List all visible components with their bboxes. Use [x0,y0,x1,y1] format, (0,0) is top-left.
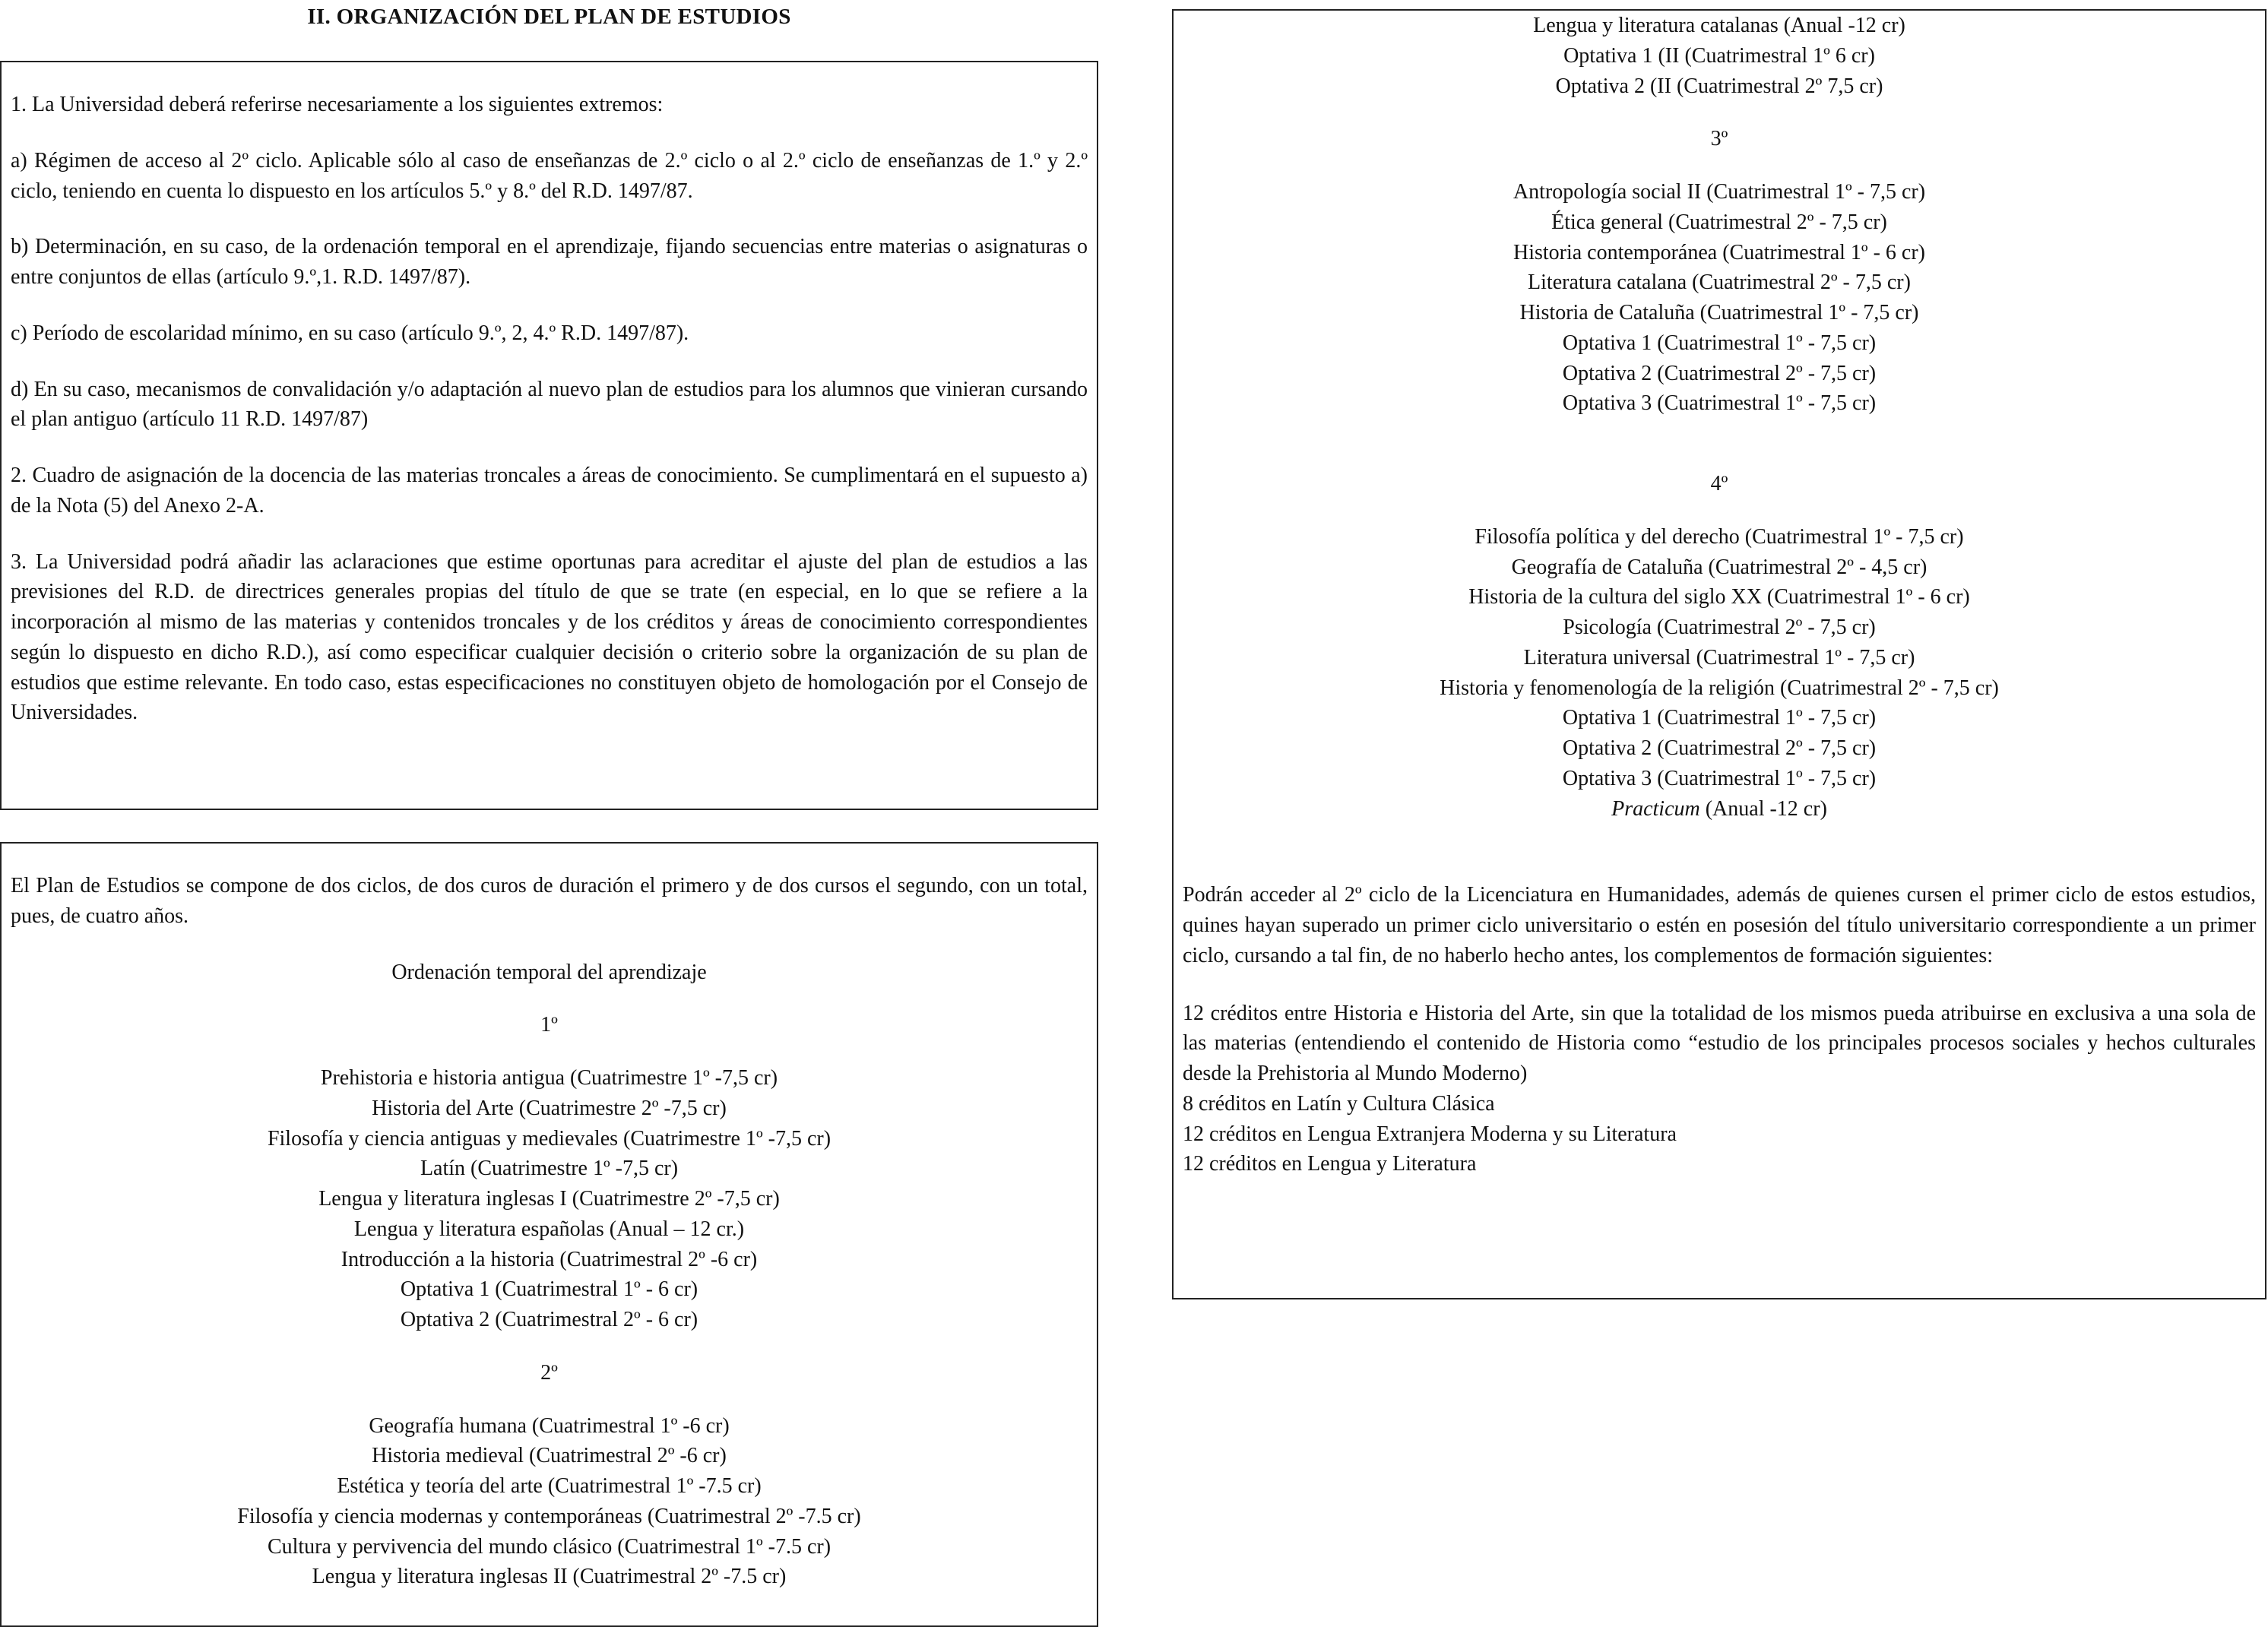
subject-item: Ética general (Cuatrimestral 2º - 7,5 cr) [1551,210,1887,234]
subject-item: Optativa 1 (Cuatrimestral 1º - 7,5 cr) [1562,706,1877,730]
note-a: a) Régimen de acceso al 2º ciclo. Aplicable sólo al caso de enseñanzas de 2.º ciclo o al 2.º ciclo de enseñanzas de 1.º y 2.º ciclo, teniendo en cuenta lo dispuesto en los artículos 5.º y 8.º del R.D. 1497/87. [11,148,1088,203]
subject-item: Optativa 1 (II (Cuatrimestral 1º 6 cr) [1563,43,1875,68]
subject-item: Literatura catalana (Cuatrimestral 2º - 7,5 cr) [1528,271,1911,295]
subject-item: Geografía de Cataluña (Cuatrimestral 2º - 4,5 cr) [1511,555,1927,579]
subject-item: Optativa 1 (Cuatrimestral 1º - 6 cr) [400,1277,698,1302]
complement-list [1183,1089,2256,1179]
subject-item: Optativa 2 (Cuatrimestral 2º - 7,5 cr) [1562,736,1877,760]
subject-item: Lengua y literatura catalanas (Anual -12 cr) [1533,14,1905,37]
subject-item: Historia del Arte (Cuatrimestre 2º -7,5 cr) [372,1096,727,1120]
subject-item: Optativa 2 (Cuatrimestral 2º - 6 cr) [400,1308,698,1331]
ordering-title: Ordenación temporal del aprendizaje [391,960,707,984]
subject-item: Geografía humana (Cuatrimestral 1º -6 cr) [369,1413,730,1438]
complement-item: 12 créditos en Lengua y Literatura [1183,1152,1477,1176]
subject-item: Lengua y literatura inglesas I (Cuatrimestre 2º -7,5 cr) [318,1187,780,1211]
subject-item: Antropología social II (Cuatrimestral 1º - 7,5 cr) [1513,180,1926,204]
subject-item: Cultura y pervivencia del mundo clásico (Cuatrimestral 1º -7.5 cr) [267,1534,831,1559]
subject-item: Prehistoria e historia antigua (Cuatrimestre 1º -7,5 cr) [320,1066,778,1090]
instructions-box [0,61,1098,810]
practicum-item [1183,794,2256,825]
subject-item: Filosofía y ciencia antiguas y medievales (Cuatrimestre 1º -7,5 cr) [267,1126,831,1151]
year-4-heading: 4º [1710,472,1728,495]
year-3-heading: 3º [1710,127,1728,151]
subject-item: Historia de la cultura del siglo XX (Cuatrimestral 1º - 6 cr) [1468,585,1970,609]
year-4-list [1183,522,2256,825]
subject-item: Introducción a la historia (Cuatrimestral 2º -6 cr) [341,1247,758,1271]
subject-item: Optativa 3 (Cuatrimestral 1º - 7,5 cr) [1562,766,1877,790]
practicum-detail: (Anual -12 cr) [1699,796,1827,821]
note-d: d) En su caso, mecanismos de convalidación y/o adaptación al nuevo plan de estudios para los alumnos que vinieran cursando el plan antiguo (artículo 11 R.D. 1497/87) [11,377,1088,432]
complement-item: 12 créditos en Lengua Extranjera Moderna y su Literatura [1183,1122,1677,1146]
subject-item: Filosofía política y del derecho (Cuatrimestral 1º - 7,5 cr) [1475,524,1964,549]
subject-item: Psicología (Cuatrimestral 2º - 7,5 cr) [1563,616,1876,639]
subject-item: Lengua y literatura inglesas II (Cuatrimestral 2º -7.5 cr) [312,1565,787,1589]
subject-item: Optativa 2 (II (Cuatrimestral 2º 7,5 cr) [1555,74,1883,98]
plan-intro: El Plan de Estudios se compone de dos ciclos, de dos curos de duración el primero y de dos cursos el segundo, con un total, pues, de cuatro años. [11,874,1088,928]
subject-item: Historia contemporánea (Cuatrimestral 1º - 6 cr) [1513,240,1926,264]
subject-item: Optativa 2 (Cuatrimestral 2º - 7,5 cr) [1562,361,1877,385]
subject-item: Latín (Cuatrimestre 1º -7,5 cr) [420,1157,679,1181]
note-3: 3. La Universidad podrá añadir las aclaraciones que estime oportunas para acreditar el ajuste del plan de estudios a las previsiones del R.D. de directrices generales propias del título de que se trate (en especial, en lo que se refiere a la incorporación al mismo de las materias y contenidos troncales y de los créditos y áreas de conocimiento correspondientes según lo dispuesto en dicho R.D.), así como especificar cualquier decisión o criterio sobre la organización de su plan de estudios que estime relevante. En todo caso, estas especificaciones no constituyen objeto de homologación por el Consejo de Universidades. [11,549,1088,725]
note-b: b) Determinación, en su caso, de la ordenación temporal en el aprendizaje, fijando secuencias entre materias o asignaturas o entre conjuntos de ellas (artículo 9.º,1. R.D. 1497/87). [11,235,1088,289]
year-1-heading: 1º [540,1013,558,1037]
subject-item: Estética y teoría del arte (Cuatrimestral 1º -7.5 cr) [337,1474,762,1498]
subject-item: Optativa 1 (Cuatrimestral 1º - 7,5 cr) [1562,331,1877,355]
subject-item: Historia de Cataluña (Cuatrimestral 1º - 7,5 cr) [1519,301,1919,324]
year-1-list [11,1063,1088,1335]
practicum-label: Practicum [1611,796,1700,821]
year-2-continued-list [1183,11,2256,101]
note-c: c) Período de escolaridad mínimo, en su caso (artículo 9.º, 2, 4.º R.D. 1497/87). [11,321,689,345]
subject-item: Historia medieval (Cuatrimestral 2º -6 cr) [372,1444,727,1468]
subject-item: Lengua y literatura españolas (Anual – 12 cr.) [353,1217,745,1241]
access-paragraph: Podrán acceder al 2º ciclo de la Licenciatura en Humanidades, además de quienes cursen el primer ciclo de estos estudios, quines hayan superado un primer ciclo universitario o estén en posesión del título universitario correspondiente a un primer ciclo, cursando a tal fin, de no haberlo hecho antes, los complementos de formación siguientes: [1183,883,2256,967]
plan-continuation-box [1172,9,2266,1299]
plan-box [0,842,1098,1627]
year-3-list [1183,177,2256,419]
year-2-heading: 2º [540,1360,558,1385]
subject-item: Literatura universal (Cuatrimestral 1º - 7,5 cr) [1523,645,1915,669]
note-1: 1. La Universidad deberá referirse necesariamente a los siguientes extremos: [11,93,664,116]
note-2: 2. Cuadro de asignación de la docencia de las materias troncales a áreas de conocimiento. Se cumplimentará en el supuesto a) de la Nota (5) del Anexo 2-A. [11,464,1088,518]
complement-paragraph: 12 créditos entre Historia e Historia del Arte, sin que la totalidad de los mismos pueda atribuirse en exclusiva a una sola de las materias (entendiendo el contenido de Historia como “estudio de los principales procesos sociales y hechos culturales desde la Prehistoria al Mundo Moderno) [1183,1001,2256,1085]
subject-item: Historia y fenomenología de la religión (Cuatrimestral 2º - 7,5 cr) [1440,676,1999,700]
subject-item: Filosofía y ciencia modernas y contemporáneas (Cuatrimestral 2º -7.5 cr) [237,1504,861,1528]
year-2-list [11,1411,1088,1593]
complement-item: 8 créditos en Latín y Cultura Clásica [1183,1091,1495,1116]
subject-item: Optativa 3 (Cuatrimestral 1º - 7,5 cr) [1562,391,1877,416]
page-title: II. ORGANIZACIÓN DEL PLAN DE ESTUDIOS [307,5,791,29]
